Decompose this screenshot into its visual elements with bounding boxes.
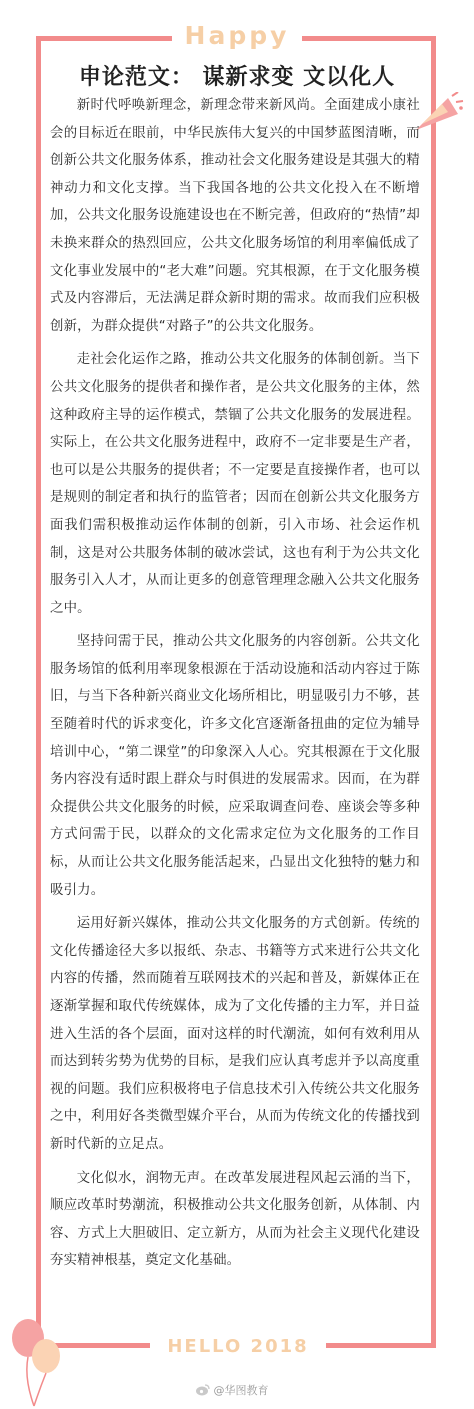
watermark-text: @华图教育: [213, 1384, 269, 1397]
paragraph-5: 文化似水，润物无声。在改革发展进程风起云涌的当下，顺应改革时势潮流，积极推动公共文化服务创新，从体制、内容、方式上大胆破旧、定立新方，从而为社会主义现代化建设夯实精神根基，奠定文化基础。: [50, 1170, 420, 1269]
balloons-icon: [6, 1318, 66, 1408]
hello-2018-label: HELLO 2018: [150, 1332, 326, 1362]
weibo-watermark: [196, 1382, 316, 1399]
paragraph-3: 坚持问需于民，推动公共文化服务的内容创新。公共文化服务场馆的低利用率现象根源在于活动设施和活动内容过于陈旧，与当下各种新兴商业文化场所相比，明显吸引力不够，甚至随着时代的诉求变化，许多文化宫逐渐备扭曲的定位为辅导培训中心，“第二课堂”的印象深入人心。究其根源在于文化服务内容没有适时跟上群众与时俱进的发展需求。因而，在为群众提供公共文化服务的时候，应采取调查问卷、座谈会等多种方式问需于民，以群众的文化需求定位为文化服务的工作目标，从而让公共文化服务能活起来，凸显出文化独特的魅力和吸引力。: [50, 634, 420, 898]
paragraph-4: 运用好新兴媒体，推动公共文化服务的方式创新。传统的文化传播途径大多以报纸、杂志、书籍等方式来进行公共文化内容的传播，然而随着互联网技术的兴起和普及，新媒体正在逐渐掌握和取代传统媒体，成为了文化传播的主力军，并日益进入生活的各个层面，面对这样的时代潮流，如何有效利用从而达到转劣势为优势的目标，是我们应认真考虑并予以高度重视的问题。我们应积极将电子信息技术引入传统公共文化服务之中，利用好各类微型媒介平台，从而为传统文化的传播找到新时代新的立足点。: [50, 916, 420, 1152]
paragraph-2: 走社会化运作之路，推动公共文化服务的体制创新。当下公共文化服务的提供者和操作者，是公共文化服务的主体，然这种政府主导的运作模式，禁锢了公共文化服务的发展进程。实际上，在公共文化服务进程中，政府不一定非要是生产者，也可以是公共服务的提供者；不一定要是直接操作者，也可以是规则的制定者和执行的监管者；因而在创新公共文化服务方面我们需积极推动运作体制的创新，引入市场、社会运作机制，这是对公共服务体制的破冰尝试，这也有利于为公共文化服务引入人才，从而让更多的创意管理理念融入公共文化服务之中。: [50, 352, 420, 616]
essay-body: [50, 92, 420, 1281]
page-title: 申论范文： 谋新求变 文以化人: [78, 65, 396, 90]
paragraph-1: 新时代呼唤新理念，新理念带来新风尚。全面建成小康社会的目标近在眼前，中华民族伟大复兴的中国梦蓝图清晰，而创新公共文化服务体系，推动社会文化服务建设是其强大的精神动力和文化支撑。当下我国各地的公共文化投入在不断增加，公共文化服务设施建设也在不断完善，但政府的“热情”却未换来群众的热烈回应，公共文化服务场馆的利用率偏低成了文化事业发展中的“老大难”问题。究其根源，在于文化服务模式及内容滞后，无法满足群众新时期的需求。故而我们应积极创新，为群众提供“对路子”的公共文化服务。: [50, 98, 420, 334]
happy-label: Happy: [172, 18, 302, 54]
weibo-icon: [196, 1384, 210, 1399]
